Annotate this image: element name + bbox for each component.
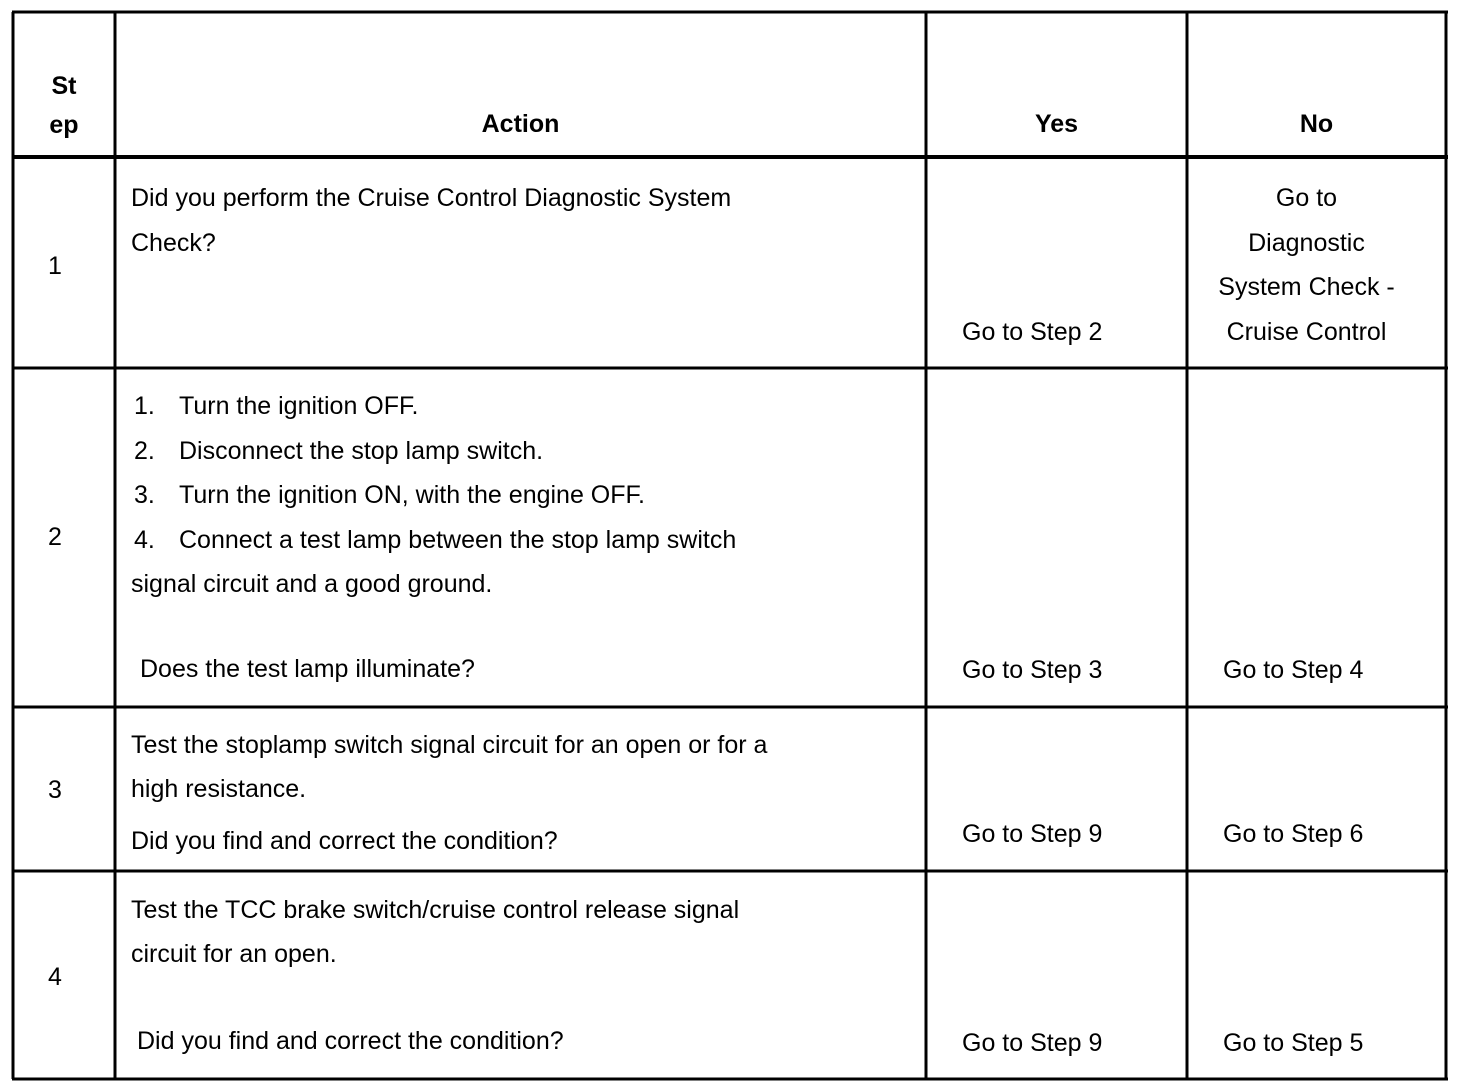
action-text: Test the stoplamp switch signal circuit for an open or for a [131, 731, 768, 759]
no-result: Go to [1275, 184, 1338, 212]
list-item-text: Turn the ignition OFF. [179, 392, 419, 420]
list-item-number: 3. [134, 481, 155, 509]
action-text: Did you perform the Cruise Control Diagnostic System [131, 184, 732, 212]
no-result: Cruise Control [1226, 318, 1387, 346]
no-result: Go to Step 5 [1223, 1029, 1364, 1057]
question-text: Does the test lamp illuminate? [140, 655, 475, 683]
action-text: Test the TCC brake switch/cruise control release signal [131, 896, 740, 924]
yes-result: Go to Step 9 [962, 820, 1103, 848]
step-number: 1 [48, 252, 62, 280]
list-item-text: Turn the ignition ON, with the engine OFF. [179, 481, 645, 509]
header-action: Action [481, 110, 560, 138]
no-result: System Check - [1218, 273, 1395, 301]
header-step-line2: ep [49, 111, 79, 139]
list-item-text: Disconnect the stop lamp switch. [179, 437, 544, 465]
action-text: Check? [131, 229, 216, 257]
no-result: Diagnostic [1248, 229, 1365, 257]
header-step-line1: St [51, 72, 77, 100]
yes-result: Go to Step 2 [962, 318, 1103, 346]
no-result: Go to Step 4 [1223, 656, 1364, 684]
yes-result: Go to Step 9 [962, 1029, 1103, 1057]
action-text: circuit for an open. [131, 940, 337, 968]
header-yes: Yes [1034, 110, 1079, 138]
action-text: high resistance. [131, 775, 307, 803]
step-number: 3 [48, 776, 62, 804]
list-item-number: 1. [134, 392, 155, 420]
no-result: Go to Step 6 [1223, 820, 1364, 848]
yes-result: Go to Step 3 [962, 656, 1103, 684]
question-text: Did you find and correct the condition? [131, 827, 558, 855]
question-text: Did you find and correct the condition? [137, 1027, 564, 1055]
action-text: signal circuit and a good ground. [131, 570, 493, 598]
list-item-number: 4. [134, 526, 155, 554]
step-number: 2 [48, 523, 62, 551]
list-item-number: 2. [134, 437, 155, 465]
step-number: 4 [48, 963, 62, 991]
list-item-text: Connect a test lamp between the stop lamp switch [179, 526, 737, 554]
header-no: No [1299, 110, 1334, 138]
